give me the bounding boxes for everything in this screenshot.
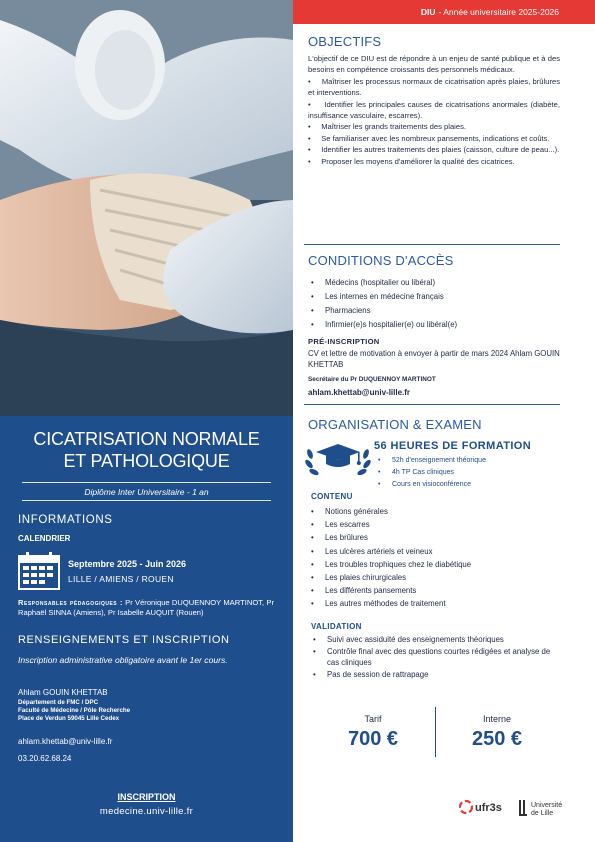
- calendar-icon: [18, 552, 60, 590]
- objectif-item: • Identifier les autres traitements des plaies (caisson, culture de peau...).: [308, 145, 560, 155]
- objectif-item: • Proposer les moyens d'améliorer la qualité des cicatrices.: [308, 156, 515, 166]
- graduation-laurel-icon: [304, 440, 372, 480]
- validation-item: • Pas de session de rattrapage: [311, 669, 563, 681]
- contenu-item: • Notions générales: [311, 505, 561, 518]
- objectif-item: • Se familiariser avec les nombreux pansements, indications et coûts.: [308, 133, 550, 143]
- responsables-label: Responsables pédagogiques :: [18, 598, 123, 607]
- responsables-names: Pr Véronique DUQUENNOY MARTINOT, Pr Raphaël SINNA (Amiens), Pr Isabelle AUQUIT (Rouen): [18, 598, 274, 617]
- contact-email-link[interactable]: ahlam.khettab@univ-lille.fr: [18, 737, 113, 746]
- program-dates: Septembre 2025 - Juin 2026: [68, 559, 187, 569]
- renseignements-heading: RENSEIGNEMENTS ET INSCRIPTION: [18, 634, 230, 646]
- objectif-item: • Identifier les principales causes de cicatrisations anormales (diabète, insuffisance vasculaire, escarres).: [308, 99, 560, 121]
- svg-text:Université: Université: [531, 802, 563, 809]
- calendar-heading: CALENDRIER: [18, 534, 71, 543]
- hours-item: • Cours en visioconférence: [378, 479, 486, 491]
- objectifs-intro: L'objectif de ce DIU est de répondre à un enjeu de santé publique et à des besoins en compétence croissants des personnels médicaux.: [308, 54, 560, 75]
- website-link[interactable]: medecine.univ-lille.fr: [99, 806, 194, 817]
- hours-title: 56 HEURES DE FORMATION: [374, 440, 532, 452]
- contenu-item: • Les troubles trophiques chez le diabétique: [311, 558, 561, 571]
- condition-item: • Les internes en médecine français: [311, 290, 561, 304]
- contenu-heading: CONTENU: [311, 492, 353, 501]
- validation-item: • Suivi avec assiduité des enseignements théoriques: [311, 634, 563, 646]
- price-divider: [435, 707, 436, 757]
- contenu-item: • Les escarres: [311, 518, 561, 531]
- tarif-label: Tarif: [364, 714, 382, 724]
- condition-item: • Médecins (hospitalier ou libéral): [311, 276, 561, 290]
- contact-faculty: Faculté de Médecine / Pôle Recherche: [18, 707, 131, 715]
- objectif-item: • Maîtriser les grands traitements des plaies.: [308, 122, 466, 132]
- program-code: DIU: [420, 7, 436, 17]
- contenu-list: [311, 505, 561, 611]
- top-banner: [293, 0, 595, 24]
- ufr3s-logo: [459, 798, 509, 816]
- contenu-item: • Les ulcères artériels et veineux: [311, 545, 561, 558]
- contact-address-block: [18, 699, 130, 724]
- preinscription-text: CV et lettre de motivation à envoyer à partir de mars 2024 Ahlam GOUIN KHETTAB: [308, 349, 560, 369]
- objectif-item: • Maîtriser les processus normaux de cicatrisation après plaies, brûlures et interventions.: [308, 76, 560, 98]
- preinscription-secretary: Secrétaire du Pr DUQUENNOY MARTINOT: [308, 376, 436, 383]
- hours-item: • 4h TP Cas cliniques: [378, 467, 486, 479]
- program-title: [10, 428, 283, 472]
- condition-item: • Pharmaciens: [311, 304, 561, 318]
- interne-value: 250 €: [471, 728, 523, 750]
- title-divider-bottom: [22, 500, 271, 501]
- title-line-2: ET PATHOLOGIQUE: [63, 451, 230, 471]
- contact-phone: 03.20.62.68.24: [18, 754, 72, 763]
- validation-item: • Contrôle final avec des questions courtes rédigées et analyse de cas cliniques: [311, 646, 563, 669]
- interne-label: Interne: [482, 714, 512, 724]
- contenu-item: • Les différents pansements: [311, 584, 561, 597]
- program-info-panel: [0, 416, 293, 842]
- hours-item: • 52h d'enseignement théorique: [378, 455, 486, 467]
- preinscription-email-link[interactable]: ahlam.khettab@univ-lille.fr: [308, 388, 411, 397]
- hours-list: [378, 455, 486, 491]
- contenu-item: • Les brûlures: [311, 531, 561, 544]
- left-panel: [0, 0, 293, 842]
- informations-heading: INFORMATIONS: [18, 514, 113, 526]
- responsables-block: [18, 598, 274, 618]
- contenu-item: • Les plaies chirurgicales: [311, 571, 561, 584]
- objectifs-heading: OBJECTIFS: [308, 34, 382, 49]
- contact-name: Ahlam GOUIN KHETTAB: [18, 688, 108, 697]
- universite-de-lille-logo: [518, 798, 570, 818]
- tarif-value: 700 €: [347, 728, 399, 750]
- validation-list: [311, 634, 563, 681]
- validation-heading: VALIDATION: [311, 622, 362, 631]
- contact-department: Département de FMC / DPC: [18, 699, 99, 706]
- contact-address: Place de Verdun 59045 Lille Cedex: [18, 715, 120, 723]
- academic-year: - Année universitaire 2025-2026: [438, 7, 559, 17]
- objectifs-divider: [304, 244, 560, 245]
- title-line-1: CICATRISATION NORMALE: [33, 429, 260, 449]
- inscription-link[interactable]: INSCRIPTION: [117, 792, 176, 802]
- preinscription-heading: PRÉ-INSCRIPTION: [308, 337, 380, 346]
- program-cities: LILLE / AMIENS / ROUEN: [68, 574, 174, 584]
- inscription-note: Inscription administrative obligatoire avant le 1er cours.: [18, 655, 228, 665]
- condition-item: • Infirmier(e)s hospitalier(e) ou libéral(e): [311, 318, 561, 332]
- contenu-item: • Les autres méthodes de traitement: [311, 597, 561, 610]
- diploma-type: Diplôme Inter Universitaire - 1 an: [84, 487, 209, 497]
- svg-text:de Lille: de Lille: [531, 810, 554, 817]
- conditions-divider: [304, 404, 560, 405]
- svg-text:ufr3s: ufr3s: [475, 802, 502, 814]
- title-divider-top: [22, 482, 271, 483]
- organisation-heading: ORGANISATION & EXAMEN: [308, 417, 482, 432]
- conditions-list: [311, 276, 561, 332]
- objectifs-body: [308, 53, 560, 167]
- conditions-heading: CONDITIONS D'ACCÈS: [308, 253, 454, 268]
- bandaged-hand-photo: [0, 0, 293, 416]
